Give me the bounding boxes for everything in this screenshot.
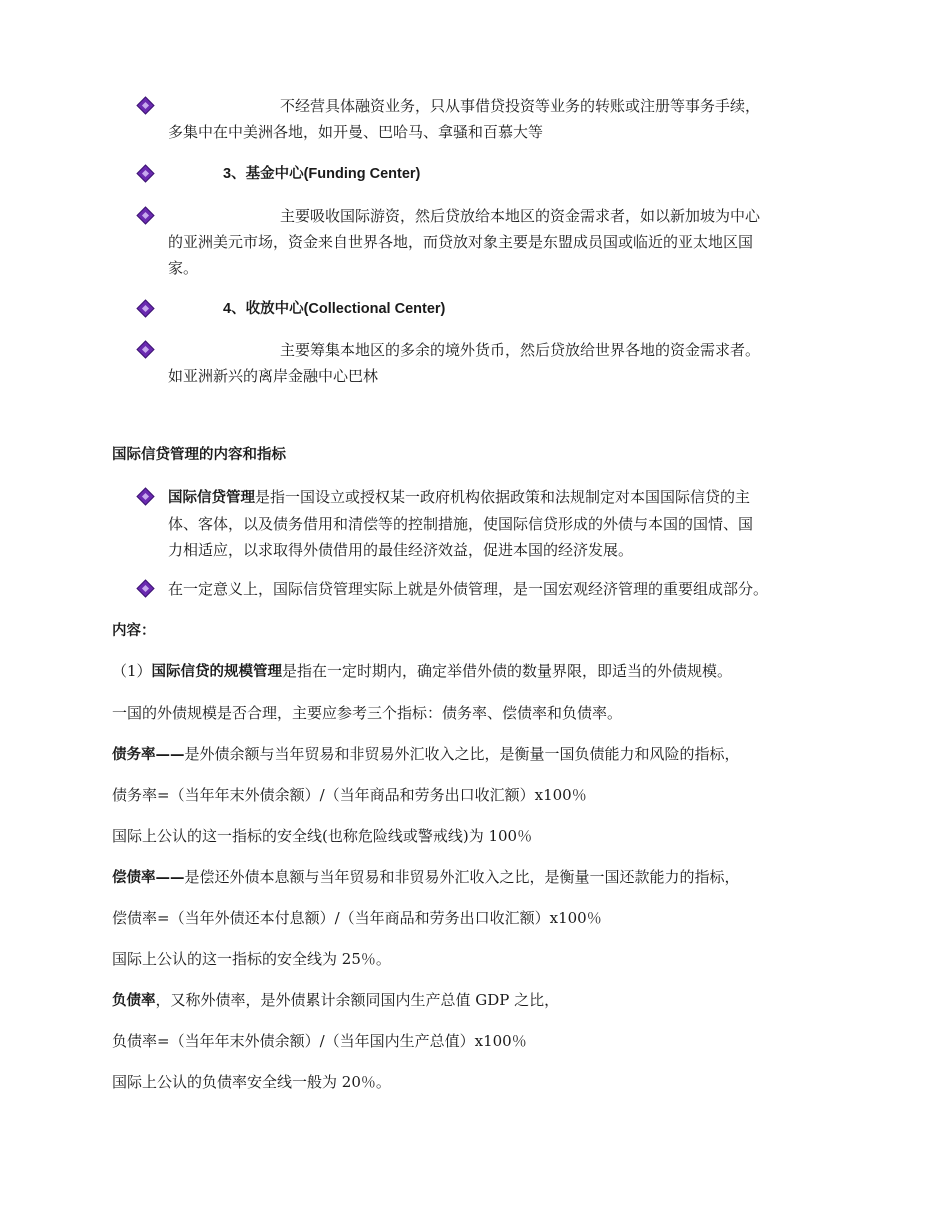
text-line: 主要吸收国际游资，然后贷放给本地区的资金需求者，如以新加坡为中心 [280,207,761,225]
text-line: 如亚洲新兴的离岸金融中心巴林 [168,367,379,385]
subheading: 3、基金中心(Funding Center) [223,166,421,182]
section-title: 国际信贷管理的内容和指标 [112,447,286,463]
paragraph-three-indicators: 一国的外债规模是否合理，主要应参考三个指标：债务率、偿债率和负债率。 [112,704,623,722]
paragraph-liability-ratio-definition [112,989,872,1012]
text-line: 的亚洲美元市场，资金来自世界各地，而贷放对象主要是东盟成员国或临近的亚太地区国 [168,233,754,251]
text-line: ，又称外债率，是外债累计余额同国内生产总值 GDP 之比， [155,991,560,1009]
text-line: 主要筹集本地区的多余的境外货币，然后贷放给世界各地的资金需求者。 [280,341,761,359]
content-label: 内容： [112,623,156,639]
paragraph-debt-service-threshold: 国际上公认的这一指标的安全线为 25％。 [112,950,391,968]
text-line: 是偿还外债本息额与当年贸易和非贸易外汇收入之比，是衡量一国还款能力的指标， [184,868,740,886]
formula-liability-ratio: 负债率=（当年年末外债余额）/（当年国内生产总值）x100％ [112,1032,527,1050]
diamond-bullet-icon [138,489,154,505]
diamond-bullet-icon [138,208,154,224]
paragraph-debt-ratio-definition [112,743,872,766]
bold-term: 国际信贷管理 [168,490,255,506]
bold-term: 负债率 [112,993,156,1009]
text-line: 体、客体，以及债务借用和清偿等的控制措施，使国际信贷形成的外债与本国的国情、国 [168,515,754,533]
bold-term: 偿债率—— [112,870,185,886]
text-line: 多集中在中美洲各地，如开曼、巴哈马、拿骚和百慕大等 [168,123,544,141]
paragraph-debt-ratio-threshold: 国际上公认的这一指标的安全线(也称危险线或警戒线)为 100％ [112,827,533,845]
paragraph-liability-threshold: 国际上公认的负债率安全线一般为 20％。 [112,1073,391,1091]
paragraph-debt-service-ratio-definition [112,866,872,889]
paragraph-scale-management [112,660,872,683]
text-line: 力相适应，以求取得外债借用的最佳经济效益，促进本国的经济发展。 [168,541,634,559]
text-line: 是指一国设立或授权某一政府机构依据政策和法规制定对本国国际信贷的主 [255,488,751,506]
text-line: 不经营具体融资业务，只从事借贷投资等业务的转账或注册等事务手续， [280,97,761,115]
item-number: （1） [112,662,152,680]
text-line: 是外债余额与当年贸易和非贸易外汇收入之比，是衡量一国负债能力和风险的指标， [184,745,740,763]
text-line: 在一定意义上，国际信贷管理实际上就是外债管理，是一国宏观经济管理的重要组成部分。 [168,580,769,598]
subheading: 4、收放中心(Collectional Center) [223,301,446,317]
formula-debt-service-ratio: 偿债率=（当年外债还本付息额）/（当年商品和劳务出口收汇额）x100％ [112,909,602,927]
diamond-bullet-icon [138,98,154,114]
formula-debt-ratio: 债务率=（当年年末外债余额）/（当年商品和劳务出口收汇额）x100％ [112,786,587,804]
diamond-bullet-icon [138,301,154,317]
bold-term: 国际信贷的规模管理 [151,664,283,680]
diamond-bullet-icon [138,166,154,182]
diamond-bullet-icon [138,581,154,597]
text-line: 是指在一定时期内，确定举借外债的数量界限，即适当的外债规模。 [282,662,733,680]
diamond-bullet-icon [138,342,154,358]
text-line: 家。 [168,259,199,277]
bold-term: 债务率—— [112,747,185,763]
